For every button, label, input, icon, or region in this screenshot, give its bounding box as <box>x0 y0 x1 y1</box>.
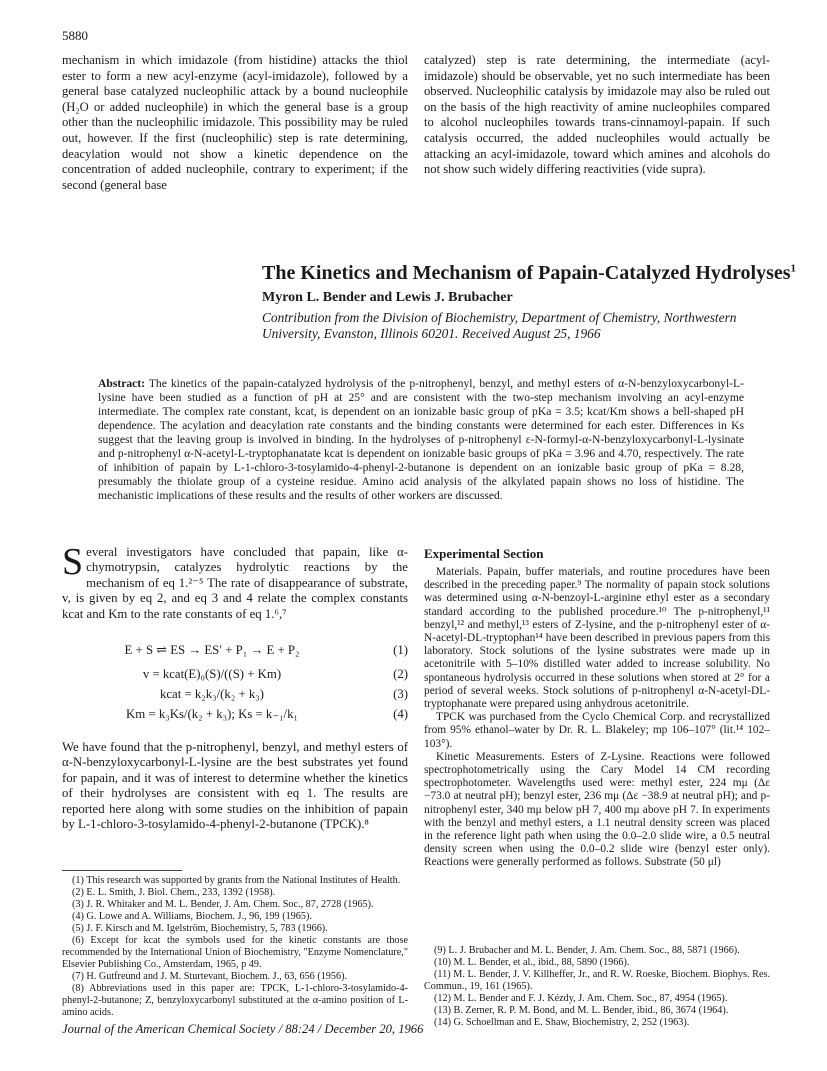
footnote-rule <box>62 870 182 871</box>
drop-cap: S <box>62 541 84 583</box>
exp-paragraph-tpck: TPCK was purchased from the Cyclo Chemical Corp. and recrystallized from 95% ethanol–water by Dr. R. L. Blakeley; mp 106–107° (lit.¹⁴ 102–103°). <box>424 711 770 750</box>
equation-number: (3) <box>393 687 408 701</box>
page-number: 5880 <box>62 28 88 43</box>
abstract-label: Abstract: <box>98 377 146 390</box>
top-right-column: catalyzed) step is rate determining, the intermediate (acyl-imidazole) should be observable, yet no such intermediate has been observed. Nucleophilic catalysis by imidazole may also be ruled out on the basis of the high reactivity of amine nucleophiles compared to alcohol nucleophiles towards trans-cinnamoyl-papain. If such catalysis occurred, the added nucleophiles would actually be attacking an acyl-imidazole, toward which amines and alcohols do not show such widely differing reactivities (vide supra). <box>424 53 770 177</box>
body-paragraph: We have found that the p-nitrophenyl, benzyl, and methyl esters of α-N-benzyloxycarbonyl-L-lysine are the best substrates yet found for papain, and it was of interest to determine whether the kinetics of their hydrolyses are consistent with eq 1. The results are reported here along with some studies on the inhibition of papain by L-1-chloro-3-tosylamido-4-phenyl-2-butanone (TPCK).⁸ <box>62 740 408 832</box>
equation-number: (4) <box>393 707 408 721</box>
footnote: (1) This research was supported by grants from the National Institutes of Health. <box>72 875 401 886</box>
footnote: (5) J. F. Kirsch and M. Igelström, Biochemistry, 5, 783 (1966). <box>72 923 328 934</box>
journal-footer: Journal of the American Chemical Society / 88:24 / December 20, 1966 <box>62 1022 424 1036</box>
intro-paragraph <box>62 541 408 622</box>
experimental-section <box>424 566 770 870</box>
article-title-text: The Kinetics and Mechanism of Papain-Catalyzed Hydrolyses <box>262 262 791 284</box>
equation-expr: v = kcat(E)₀(S)/((S) + Km) <box>142 667 282 681</box>
footnote: (13) B. Zerner, R. P. M. Bond, and M. L. Bender, ibid., 86, 3674 (1964). <box>434 1005 729 1016</box>
top-left-column: mechanism in which imidazole (from histidine) attacks the thiol ester to form a new acyl-enzyme (acyl-imidazole), followed by a general base catalyzed nucleophilic attack by a bound nucleophile (H₂O or added nucleophile) in which the general base is a group other than the nucleophilic imidazole. This possibility may be ruled out, however. If the first (nucleophilic) step is rate determining, deacylation would not show a kinetic dependence on the concentration of added nucleophile, contrary to experiment; if the second (general base <box>62 53 408 192</box>
equation-number: (2) <box>393 667 408 681</box>
equation-2 <box>62 667 408 685</box>
abstract <box>98 377 744 503</box>
equation-3 <box>62 687 408 705</box>
section-heading: Experimental Section <box>424 546 544 561</box>
footnote: (7) H. Gutfreund and J. M. Sturtevant, Biochem. J., 63, 656 (1956). <box>72 971 348 982</box>
article-title <box>262 262 796 285</box>
equation-number: (1) <box>393 643 408 657</box>
footnotes-right <box>424 945 770 1029</box>
footnote: (12) M. L. Bender and F. J. Kézdy, J. Am. Chem. Soc., 87, 4954 (1965). <box>434 993 728 1004</box>
equation-4 <box>62 707 408 725</box>
equation-expr: Km = k₃Ks/(k₂ + k₃); Ks = k₋₁/k₁ <box>126 707 298 721</box>
footnote: (14) G. Schoellman and E. Shaw, Biochemistry, 2, 252 (1963). <box>434 1017 690 1028</box>
footnote: (4) G. Lowe and A. Williams, Biochem. J., 96, 199 (1965). <box>72 911 312 922</box>
footnote: (9) L. J. Brubacher and M. L. Bender, J. Am. Chem. Soc., 88, 5871 (1966). <box>434 945 740 956</box>
footnote: (10) M. L. Bender, et al., ibid., 88, 5890 (1966). <box>434 957 630 968</box>
equation-1 <box>62 643 408 661</box>
affiliation: Contribution from the Division of Biochemistry, Department of Chemistry, Northwestern University, Evanston, Illinois 60201. Received August 25, 1966 <box>262 310 737 341</box>
footnote: (8) Abbreviations used in this paper are: TPCK, L-1-chloro-3-tosylamido-4-phenyl-2-butanone; Z, benzyloxycarbonyl substituted at the α-amino position of L-amino acids. <box>62 983 408 1018</box>
exp-paragraph-kinetics: Kinetic Measurements. Esters of Z-Lysine. Reactions were followed spectrophotometrically using the Cary Model 14 CM recording spectrophotometer. Wavelengths used were: methyl ester, 224 mμ (Δε −73.0 at neutral pH); benzyl ester, 236 mμ (Δε −38.9 at neutral pH); and p-nitrophenyl ester, 340 mμ below pH 7, 400 mμ above pH 7. In experiments with the benzyl and methyl esters, a 1.1 neutral density screen was placed in the reference light path when using the 0.0–2.0 slide wire, a 0.5 neutral density screen when using the 0.0–0.2 slide wire (benzyl ester only). Reactions were generally performed as follows. Substrate (50 μl) <box>424 750 770 869</box>
equation-expr: kcat = k₂k₃/(k₂ + k₃) <box>159 687 265 701</box>
footnotes-left <box>62 875 408 1019</box>
footnote: (6) Except for kcat the symbols used for the kinetic constants are those recommended by the International Union of Biochemistry, "Enzyme Nomenclature," Elsevier Publishing Co., Amsterdam, 1965, p 49. <box>62 935 408 970</box>
footnote: (2) E. L. Smith, J. Biol. Chem., 233, 1392 (1958). <box>72 887 276 898</box>
intro-text: everal investigators have concluded that papain, like α-chymotrypsin, catalyzes hydrolytic reactions by the mechanism of eq 1.²⁻⁵ The rate of disappearance of substrate, v, is given by eq 2, and eq 3 and 4 relate the complex constants kcat and Km to the rate constants of eq 1.⁶,⁷ <box>62 545 408 621</box>
exp-paragraph-materials: Materials. Papain, buffer materials, and routine procedures have been described in the preceding paper.⁹ The normality of papain stock solutions was determined using α-N-benzoyl-L-arginine ethyl ester as a secondary standard according to the published procedure.¹⁰ The p-nitrophenyl,¹¹ benzyl,¹² and methyl,¹³ esters of Z-lysine, and the p-nitrophenyl ester of α-N-acetyl-DL-tryptophan¹⁴ have been described in previous papers from this laboratory. Stock solutions of the lysine substrates were made up in acetonitrile with 5–10% distilled water added to increase solubility. No spontaneous hydrolysis occurred in these solutions when stored at 2° for a period of several weeks. Stock solutions of p-nitrophenyl α-N-acetyl-DL-tryptophanate were prepared using anhydrous acetonitrile. <box>424 566 770 711</box>
title-footnote-marker: 1 <box>790 262 797 275</box>
authors: Myron L. Bender and Lewis J. Brubacher <box>262 290 513 305</box>
equation-expr: E + S ⇌ ES → ES′ + P₁ → E + P₂ <box>124 643 300 657</box>
footnote: (3) J. R. Whitaker and M. L. Bender, J. Am. Chem. Soc., 87, 2728 (1965). <box>72 899 374 910</box>
abstract-text: The kinetics of the papain-catalyzed hydrolysis of the p-nitrophenyl, benzyl, and methyl esters of α-N-benzyloxycarbonyl-L-lysine have been studied as a function of pH at 25° and are consistent with the two-step mechanism involving an acyl-enzyme intermediate. The complex rate constant, kcat, is dependent on an ionizable basic group of pKa = 3.5; kcat/Km shows a bell-shaped pH dependence. The acylation and deacylation rate constants and the binding constants were determined for each ester. Differences in Ks suggest that the leaving group is involved in binding. In the hydrolyses of p-nitrophenyl ε-N-formyl-α-N-benzyloxycarbonyl-L-lysinate and p-nitrophenyl α-N-acetyl-L-tryptophanatate kcat is dependent on ionizable basic groups of pKa = 3.96 and 4.70, respectively. The rate of inhibition of papain by L-1-chloro-3-tosylamido-4-phenyl-2-butanone is dependent on an ionizable basic group of pKa = 8.28, presumably the thiolate group of a cysteine residue. Amino acid analysis of the alkylated papain shows no loss of histidine. The mechanistic implications of these results and the results of other workers are discussed. <box>98 377 744 502</box>
footnote: (11) M. L. Bender, J. V. Killheffer, Jr., and R. W. Roeske, Biochem. Biophys. Res. Commun., 19, 161 (1965). <box>424 969 770 992</box>
